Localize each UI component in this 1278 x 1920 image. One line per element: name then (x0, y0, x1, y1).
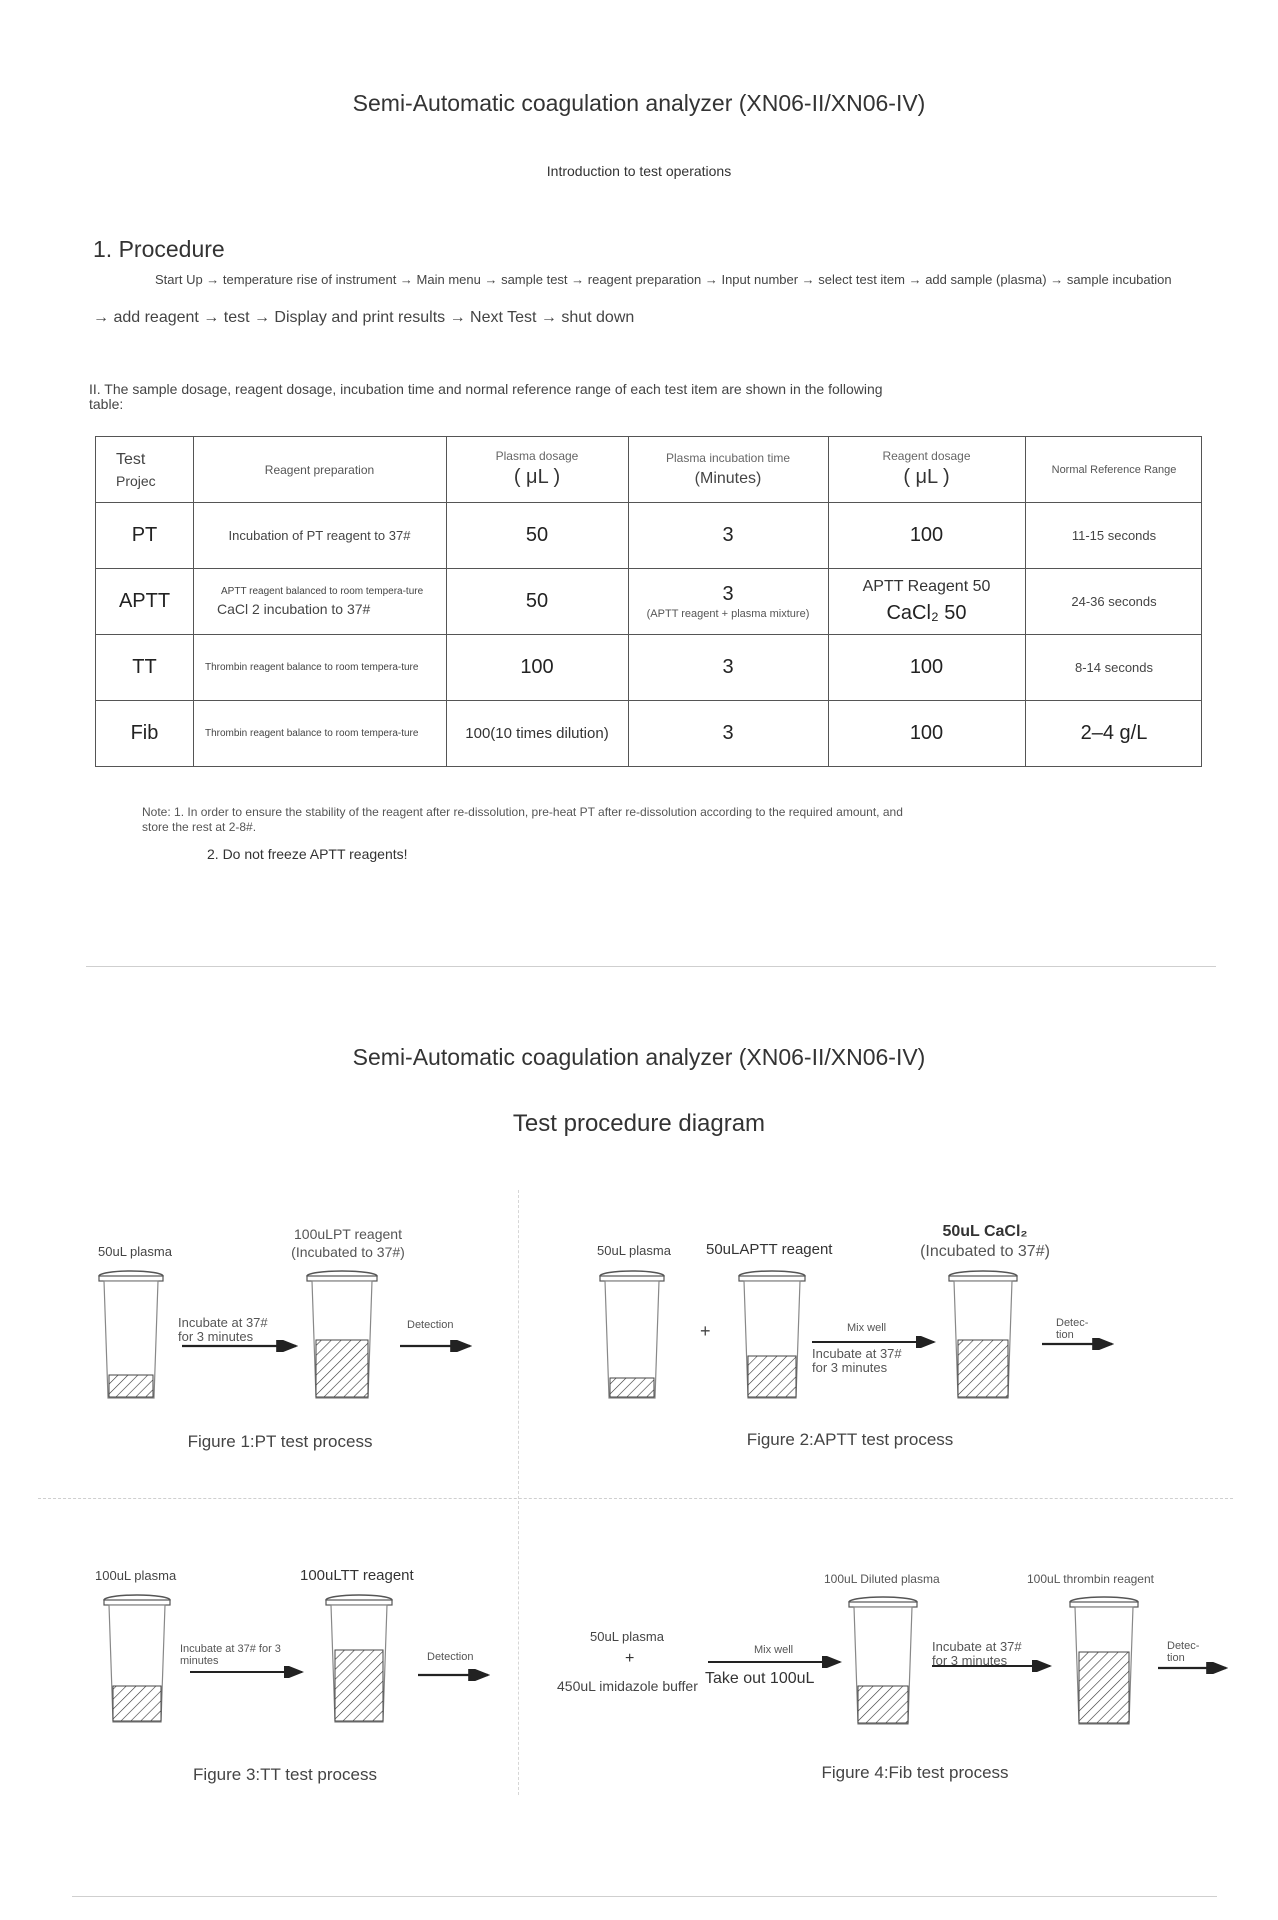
fig4-thrombin-label: 100uL thrombin reagent (1027, 1572, 1154, 1586)
row-tt-test: TT (132, 656, 157, 678)
fig2-cup-cacl-icon (946, 1268, 1020, 1402)
row-pt-plasma: 50 (525, 524, 549, 546)
fig1-reagent-incubated: (Incubated to 37#) (291, 1244, 405, 1261)
fig2-detection-label-1: Detec- (1056, 1317, 1089, 1329)
fig3-detection-label: Detection (427, 1651, 474, 1663)
header-plasma-dosage: Plasma dosage (495, 448, 579, 463)
figure-grid-vertical (518, 1190, 519, 1795)
fig2-mix-label: Mix well (847, 1322, 887, 1334)
note-2: 2. Do not freeze APTT reagents! (207, 846, 408, 862)
fig4-mix-arrow (706, 1656, 844, 1668)
fig4-take-out-label: Take out 100uL (705, 1670, 815, 1687)
header-reagent-prep: Reagent preparation (264, 462, 375, 477)
header-reagent-dosage: Reagent dosage (882, 448, 971, 463)
header-test: Test (116, 450, 146, 468)
row-pt-prep: Incubation of PT reagent to 37# (228, 528, 411, 543)
fig2-cacl-incubated: (Incubated to 37#) (920, 1243, 1050, 1260)
row-aptt-reagent-1: APTT Reagent 50 (862, 578, 991, 596)
page-divider (86, 966, 1216, 967)
header-incubation-unit: (Minutes) (694, 469, 762, 487)
fig2-reagent-label: 50uLAPTT reagent (706, 1241, 833, 1258)
fig2-plus-sign: + (700, 1321, 711, 1341)
fig1-reagent-label: 100uLPT reagent (294, 1226, 402, 1242)
note-1-line-2: store the rest at 2-8#. (142, 820, 257, 834)
row-fib-reagent: 100 (909, 722, 944, 744)
row-pt-reagent: 100 (909, 524, 944, 546)
row-pt-test: PT (131, 524, 158, 546)
fig4-arrow-label-1: Incubate at 37# (932, 1639, 1022, 1654)
fig3-caption: Figure 3:TT test process (193, 1765, 377, 1784)
row-aptt-range: 24-36 seconds (1071, 594, 1157, 609)
fig4-mix-label: Mix well (754, 1644, 794, 1656)
fig4-plasma-label: 50uL plasma (590, 1629, 664, 1644)
page2-subtitle: Test procedure diagram (512, 1110, 766, 1137)
fig1-caption: Figure 1:PT test process (187, 1432, 373, 1451)
page1-subtitle: Introduction to test operations (546, 163, 732, 179)
header-test-2: Projec (116, 472, 156, 489)
row-aptt-prep-1: APTT reagent balanced to room tempera-ture (221, 586, 424, 597)
fig1-plasma-label: 50uL plasma (98, 1244, 172, 1259)
fig4-detection-label-1: Detec- (1167, 1640, 1200, 1652)
row-aptt-time-note: (APTT reagent + plasma mixture) (646, 608, 810, 621)
procedure-line-1: Start Up → temperature rise of instrument → Main menu → sample test → reagent preparation → Input number → select test item → add sample (plasma) → sample incubation (155, 272, 1172, 287)
fig4-detection-arrow (1156, 1662, 1230, 1674)
fig2-plasma-label: 50uL plasma (597, 1243, 671, 1258)
fig3-detection-arrow (416, 1669, 492, 1681)
fig3-arrow-label-1: Incubate at 37# for 3 (180, 1643, 281, 1655)
fig4-detection-label-2: tion (1167, 1651, 1185, 1664)
row-tt-range: 8-14 seconds (1074, 660, 1154, 675)
procedure-heading: 1. Procedure (93, 236, 225, 262)
row-pt-time: 3 (722, 524, 734, 546)
fig2-detection-label-2: tion (1056, 1328, 1074, 1341)
fig3-cup-plasma-icon (101, 1592, 173, 1726)
fig4-cup-thrombin-icon (1067, 1594, 1141, 1728)
fig4-diluted-label: 100uL Diluted plasma (824, 1572, 940, 1586)
row-tt-reagent: 100 (909, 656, 944, 678)
fig1-detection-arrow (398, 1340, 474, 1352)
row-fib-test: Fib (130, 722, 159, 744)
fig4-buffer-label: 450uL imidazole buffer (557, 1678, 698, 1694)
fig4-cup-diluted-icon (846, 1594, 920, 1728)
fig4-plus-sign: + (625, 1650, 635, 1667)
fig3-plasma-label: 100uL plasma (95, 1568, 177, 1583)
row-tt-plasma: 100 (520, 656, 554, 678)
fig1-cup-reagent-icon (304, 1268, 380, 1402)
fig1-cup-plasma-icon (96, 1268, 166, 1402)
dosage-table (95, 436, 1202, 767)
fig2-cup-plasma-icon (597, 1268, 667, 1402)
header-plasma-dosage-unit: ( μL ) (513, 466, 561, 489)
fig3-incubate-arrow (188, 1666, 306, 1678)
fig4-arrow-label-2: for 3 minutes (932, 1652, 1008, 1668)
page-bottom-divider (72, 1896, 1217, 1897)
section2-line-1: II. The sample dosage, reagent dosage, incubation time and normal reference range of each test item are shown in the following (89, 381, 883, 397)
row-tt-prep: Thrombin reagent balance to room tempera-ture (205, 662, 419, 673)
row-aptt-time: 3 (722, 583, 734, 606)
fig3-reagent-label: 100uLTT reagent (300, 1567, 414, 1584)
row-aptt-prep-2: CaCl 2 incubation to 37# (217, 601, 371, 617)
fig2-cup-reagent-icon (736, 1268, 808, 1402)
row-tt-time: 3 (722, 656, 734, 678)
fig1-arrow-label-2: for 3 minutes (178, 1328, 254, 1344)
fig3-cup-reagent-icon (323, 1592, 395, 1726)
page1-title: Semi-Automatic coagulation analyzer (XN06-II/XN06-IV) (352, 90, 926, 116)
fig4-incubate-arrow (930, 1660, 1054, 1672)
section2-line-2: table: (89, 396, 124, 412)
fig2-cacl-label: 50uL CaCl₂ (942, 1223, 1028, 1240)
header-reference-range: Normal Reference Range (1051, 463, 1177, 476)
row-fib-range: 2–4 g/L (1080, 722, 1148, 744)
row-aptt-reagent-2: CaCl₂ 50 (886, 601, 967, 624)
procedure-line-2: → add reagent → test → Display and print results → Next Test → shut down (93, 309, 635, 326)
row-fib-time: 3 (722, 722, 734, 744)
page2-title: Semi-Automatic coagulation analyzer (XN06-II/XN06-IV) (352, 1044, 926, 1070)
row-fib-prep: Thrombin reagent balance to room tempera-ture (205, 728, 419, 739)
fig3-arrow-label-2: minutes (180, 1654, 219, 1667)
header-reagent-dosage-unit: ( μL ) (903, 466, 950, 489)
fig2-detection-arrow (1040, 1338, 1116, 1350)
fig2-arrow-label-2: for 3 minutes (812, 1359, 888, 1375)
fig2-arrow-label-1: Incubate at 37# (812, 1346, 902, 1361)
fig1-detection-label: Detection (407, 1319, 454, 1331)
row-pt-range: 11-15 seconds (1071, 528, 1157, 543)
fig1-incubate-arrow (180, 1340, 300, 1352)
fig2-caption: Figure 2:APTT test process (746, 1430, 954, 1449)
row-aptt-test: APTT (118, 590, 171, 612)
fig1-arrow-label-1: Incubate at 37# (178, 1315, 268, 1330)
figure-grid-horizontal (38, 1498, 1233, 1499)
row-aptt-plasma: 50 (525, 590, 549, 612)
fig4-caption: Figure 4:Fib test process (821, 1763, 1009, 1782)
row-fib-plasma: 100(10 times dilution) (465, 725, 609, 742)
note-1-line-1: Note: 1. In order to ensure the stability of the reagent after re-dissolution, pre-heat PT after re-dissolution according to the required amount, and (142, 805, 903, 819)
header-incubation-time: Plasma incubation time (665, 450, 791, 465)
fig2-mix-arrow (810, 1336, 938, 1348)
